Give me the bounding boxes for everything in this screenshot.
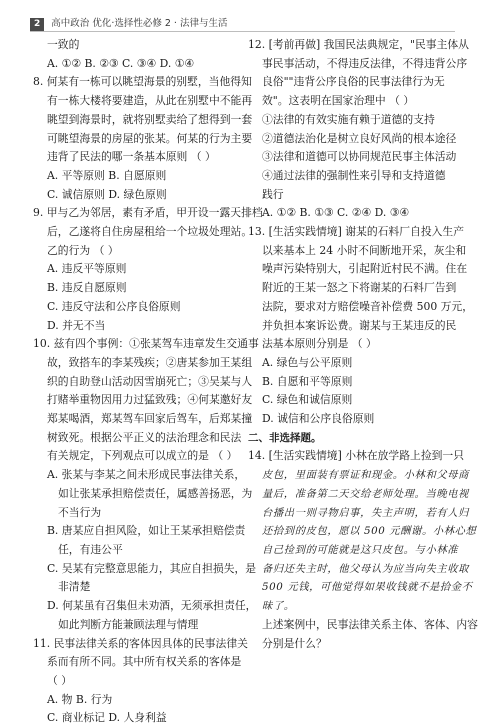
text-line: C. 绿色和诚信原则 [262, 393, 353, 407]
text-line: 一致的 [47, 38, 80, 51]
text-line: 打赌举重物因用力过猛致残；④何某邀好友 [47, 393, 253, 407]
text-line: 事民事活动，不得违反法律，不得违背公序 [262, 56, 468, 70]
text-line: 12. [考前再做] 我国民法典规定，"民事主体从 [248, 38, 469, 51]
text-line: ③法律和道德可以协同规范民事主体活动 [262, 150, 457, 164]
text-line: 树致死。根据公平正义的法治理念和民法 [47, 430, 242, 444]
right-column [248, 36, 478, 653]
text-line: 践行 [262, 187, 284, 201]
text-line: ①法律的有效实施有赖于道德的支持 [262, 112, 435, 126]
text-line: 8. 何某有一栋可以眺望海景的别墅，当他得知 [33, 75, 252, 89]
page-number: 2 [30, 18, 44, 31]
text-line: 自己捡到的可能就是这只皮包。与小林准 [262, 543, 459, 556]
text-line: A. ①② B. ②③ C. ③④ D. ①④ [47, 56, 195, 70]
text-line: ④通过法律的强制性来引导和支持道德 [262, 168, 446, 182]
text-line: 9. 甲与乙为邻居，素有矛盾，甲开设一露天排档 [33, 206, 263, 220]
text-line: 非清楚 [58, 580, 91, 594]
text-line: D. 诚信和公序良俗原则 [262, 412, 375, 426]
text-line: 任，有违公平 [58, 542, 123, 556]
text-line: C. 吴某有完整意思能力，其应自担损失，是 [47, 561, 257, 575]
text-line: C. 诚信原则 D. 绿色原则 [47, 187, 167, 201]
text-line: A. ①② B. ①③ C. ②④ D. ③④ [262, 206, 410, 220]
left-column [33, 36, 263, 728]
text-line: B. 唐某应自担风险，如让王某承担赔偿责 [47, 524, 246, 538]
text-line: D. 何某虽有召集但未劝酒，无须承担责任， [47, 599, 257, 613]
text-line: 故，致搭车的李某残疾；②唐某参加王某组 [47, 355, 253, 369]
text-line: 乙的行为 （ ） [47, 243, 119, 257]
text-line: 备归还失主时，他父母认为应当向失主收取 [262, 562, 470, 575]
text-line: 二、非选择题。 [248, 431, 322, 444]
text-line: 郑某喝酒，郑某驾车回家后驾车，后郑某撞 [47, 412, 253, 426]
text-line: 并负担本案诉讼费。谢某与王某违反的民 [262, 318, 457, 332]
text-line: 可眺望海景的房屋的张某。何某的行为主要 [47, 131, 253, 145]
text-line: 眺望到海景时，就将别墅卖给了想得到一套 [47, 112, 253, 126]
text-line: A. 绿色与公平原则 [262, 355, 353, 369]
text-line: 昧了。 [262, 600, 295, 613]
text-line: C. 商业标记 D. 人身利益 [47, 711, 167, 725]
text-line: A. 物 B. 行为 [47, 692, 113, 706]
text-line: 13. [生活实践情境] 谢某的石料厂自投入生产 [248, 225, 465, 239]
text-line: A. 违反平等原则 [47, 262, 127, 276]
text-line: B. 自愿和平等原则 [262, 374, 353, 388]
text-line: 10. 兹有四个事例：①张某驾车违章发生交通事 [33, 337, 259, 351]
text-line: A. 张某与李某之间未形成民事法律关系， [47, 468, 246, 482]
text-line: 违背了民法的哪一条基本原则 （ ） [47, 150, 216, 164]
text-line: 台播出一则寻物启事，失主声明，若有人归 [262, 506, 470, 519]
text-line: 不当行为 [58, 505, 102, 519]
text-line: B. 违反自愿原则 [47, 281, 127, 295]
text-line: 噪声污染特别大，引起附近村民不满。住在 [262, 262, 468, 276]
text-line: （ ） [47, 673, 73, 687]
page-header [30, 15, 455, 32]
text-line: 500 元钱，可他觉得如果收钱就不是拾金不 [262, 581, 473, 594]
text-line: 还拾到的皮包，愿以 500 元酬谢。小林心想 [262, 525, 477, 538]
text-line: 以来基本上 24 小时不间断地开采，灰尘和 [262, 243, 467, 257]
text-line: 14. [生活实践情境] 小林在放学路上捡到一只 [248, 449, 465, 463]
text-line: 11. 民事法律关系的客体因具体的民事法律关 [33, 636, 248, 650]
text-line: 有关规定，下列观点可以成立的是 （ ） [47, 449, 238, 463]
text-line: 后，乙遂将自住房屋租给一个垃圾处理站。 [47, 225, 253, 239]
text-line: 如此判断方能兼顾法理与情理 [58, 617, 199, 631]
text-line: 量后，准备第二天交给老师处理。当晚电视 [262, 487, 470, 500]
text-line: 上述案例中，民事法律关系主体、客体、内容 [262, 617, 478, 631]
text-line: 如让张某承担赔偿责任，属感善扬恶，为 [58, 486, 253, 500]
text-line: ②道德法治化是树立良好风尚的根本途径 [262, 131, 457, 145]
text-line: 织的自助登山活动因雪崩死亡；③吴某与人 [47, 374, 253, 388]
text-line: 良俗""违背公序良俗的民事法律行为无 [262, 75, 445, 89]
text-line: 附近的王某一怒之下将谢某的石料厂告到 [262, 281, 457, 295]
text-line: 皮包，里面装有票证和现金。小林和父母商 [262, 469, 470, 482]
text-line: 系而有所不同。其中所有权关系的客体是 [47, 655, 242, 669]
text-line: 效"。这表明在国家治理中 （ ） [262, 94, 415, 108]
text-line: 法院，要求对方赔偿噪音补偿费 500 万元， [262, 299, 474, 313]
text-line: 法基本原则分别是 （ ） [262, 337, 377, 351]
text-line: 分别是什么？ [262, 636, 327, 650]
text-line: D. 并无不当 [47, 318, 106, 332]
text-line: C. 违反守法和公序良俗原则 [47, 299, 181, 313]
header-title: 高中政治 优化·选择性必修 2 · 法律与生活 [51, 18, 228, 29]
text-line: A. 平等原则 B. 自愿原则 [47, 168, 167, 182]
text-line: 有一栋大楼将要建造，从此在别墅中不能再 [47, 94, 253, 108]
